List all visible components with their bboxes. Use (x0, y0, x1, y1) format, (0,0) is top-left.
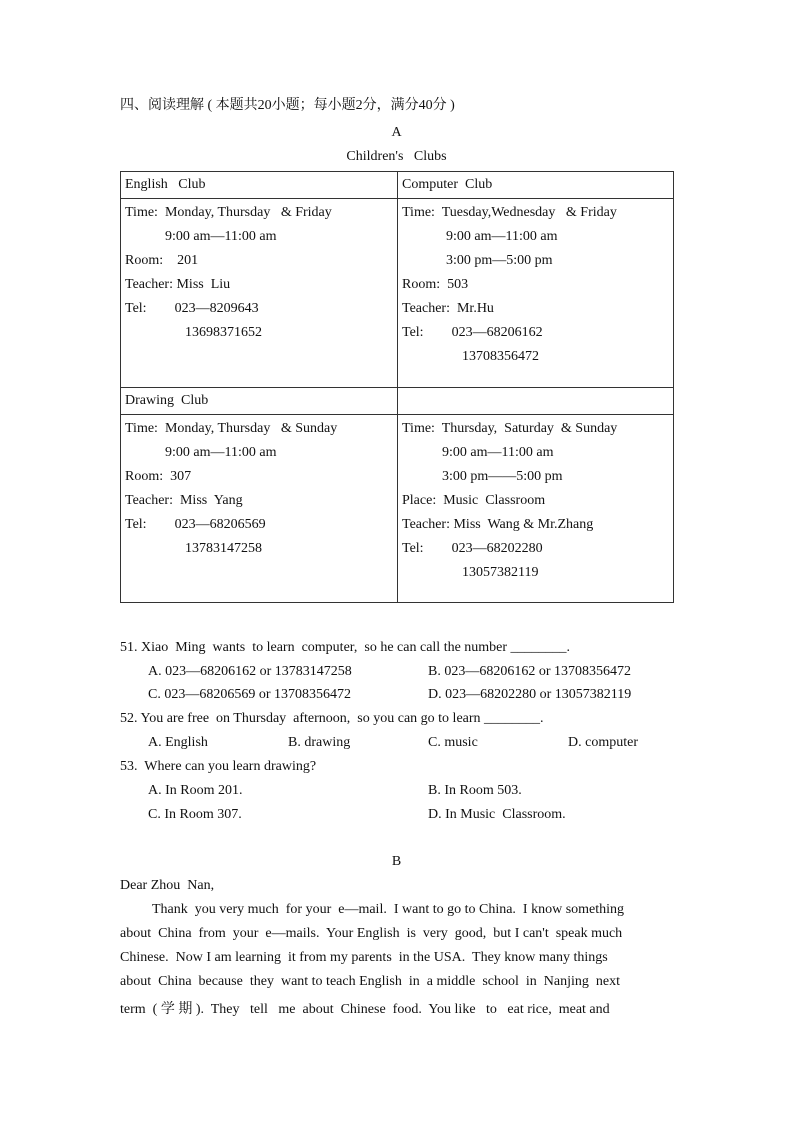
club-line: Time: Monday, Thursday & Friday (125, 205, 332, 220)
english-club-header (121, 172, 398, 199)
computer-club-header (398, 172, 674, 199)
option-51-c[interactable]: C. 023—68206569 or 13708356472 (148, 687, 351, 702)
club-line: 3:00 pm——5:00 pm (442, 469, 563, 484)
question-53: 53. Where can you learn drawing? (120, 759, 317, 774)
club-line: 13783147258 (185, 541, 262, 556)
drawing-club-header (121, 388, 398, 415)
club-line: Room: 201 (125, 253, 199, 268)
option-52-c[interactable]: C. music (428, 735, 478, 750)
option-51-a[interactable]: A. 023—68206162 or 13783147258 (148, 664, 352, 679)
option-53-b[interactable]: B. In Room 503. (428, 783, 522, 798)
letter-line: about China from your e—mails. Your English is very good, but I can't speak much (120, 926, 623, 941)
computer-club-details (398, 199, 674, 388)
club-line: 13057382119 (462, 565, 539, 580)
option-53-a[interactable]: A. In Room 201. (148, 783, 243, 798)
club-line: 9:00 am—11:00 am (442, 445, 554, 460)
club-line: Teacher: Miss Wang & Mr.Zhang (402, 517, 594, 532)
club-line: Tel: 023—8209643 (125, 301, 259, 316)
club-line: Tel: 023—68202280 (402, 541, 543, 556)
letter-line: about China because they want to teach English in a middle school in Nanjing next (120, 974, 621, 989)
club-line: Time: Tuesday,Wednesday & Friday (402, 205, 617, 220)
option-52-a[interactable]: A. English (148, 735, 208, 750)
club-line: 3:00 pm—5:00 pm (446, 253, 553, 268)
club-line: 9:00 am—11:00 am (165, 445, 277, 460)
letter-line: Chinese. Now I am learning it from my parents in the USA. They know many things (120, 950, 608, 965)
question-51: 51. Xiao Ming wants to learn computer, so he can call the number ________. (120, 640, 571, 655)
question-52: 52. You are free on Thursday afternoon, so you can go to learn ________. (120, 711, 544, 726)
club-line: Time: Monday, Thursday & Sunday (125, 421, 338, 436)
option-51-b[interactable]: B. 023—68206162 or 13708356472 (428, 664, 631, 679)
option-53-c[interactable]: C. In Room 307. (148, 807, 242, 822)
club-line: Room: 503 (402, 277, 469, 292)
club-line: Tel: 023—68206569 (125, 517, 266, 532)
club-line: 13698371652 (185, 325, 262, 340)
part-a-label: A (391, 125, 402, 140)
club-line: 13708356472 (462, 349, 539, 364)
option-52-b[interactable]: B. drawing (288, 735, 351, 750)
club-line: Time: Thursday, Saturday & Sunday (402, 421, 618, 436)
club-line: Tel: 023—68206162 (402, 325, 543, 340)
club-name: English Club (125, 177, 206, 192)
option-51-d[interactable]: D. 023—68202280 or 13057382119 (428, 687, 632, 702)
clubs-title: Children's Clubs (346, 149, 447, 164)
clubs-table (120, 171, 674, 603)
club-line: Place: Music Classroom (402, 493, 546, 508)
music-club-details (398, 415, 674, 603)
option-53-d[interactable]: D. In Music Classroom. (428, 807, 566, 822)
option-52-d[interactable]: D. computer (568, 735, 638, 750)
club-line: Teacher: Mr.Hu (402, 301, 494, 316)
letter-line: term ( 学 期 ). They tell me about Chinese food. You like to eat rice, meat and (120, 1002, 610, 1017)
club-name: Drawing Club (125, 393, 209, 408)
club-line: Teacher: Miss Liu (125, 277, 231, 292)
club-line: Teacher: Miss Yang (125, 493, 243, 508)
part-b-label: B (391, 854, 402, 869)
english-club-details (121, 199, 398, 388)
club-line: 9:00 am—11:00 am (165, 229, 277, 244)
drawing-club-details (121, 415, 398, 603)
letter-line: Thank you very much for your e—mail. I want to go to China. I know something (152, 902, 625, 917)
section-header: 四、阅读理解 ( 本题共20小题；每小题2分，满分40分 ) (120, 98, 455, 113)
club-line: Room: 307 (125, 469, 192, 484)
letter-salutation: Dear Zhou Nan, (120, 878, 215, 893)
music-club-header (398, 388, 674, 415)
club-name: Computer Club (402, 177, 493, 192)
club-line: 9:00 am—11:00 am (446, 229, 558, 244)
